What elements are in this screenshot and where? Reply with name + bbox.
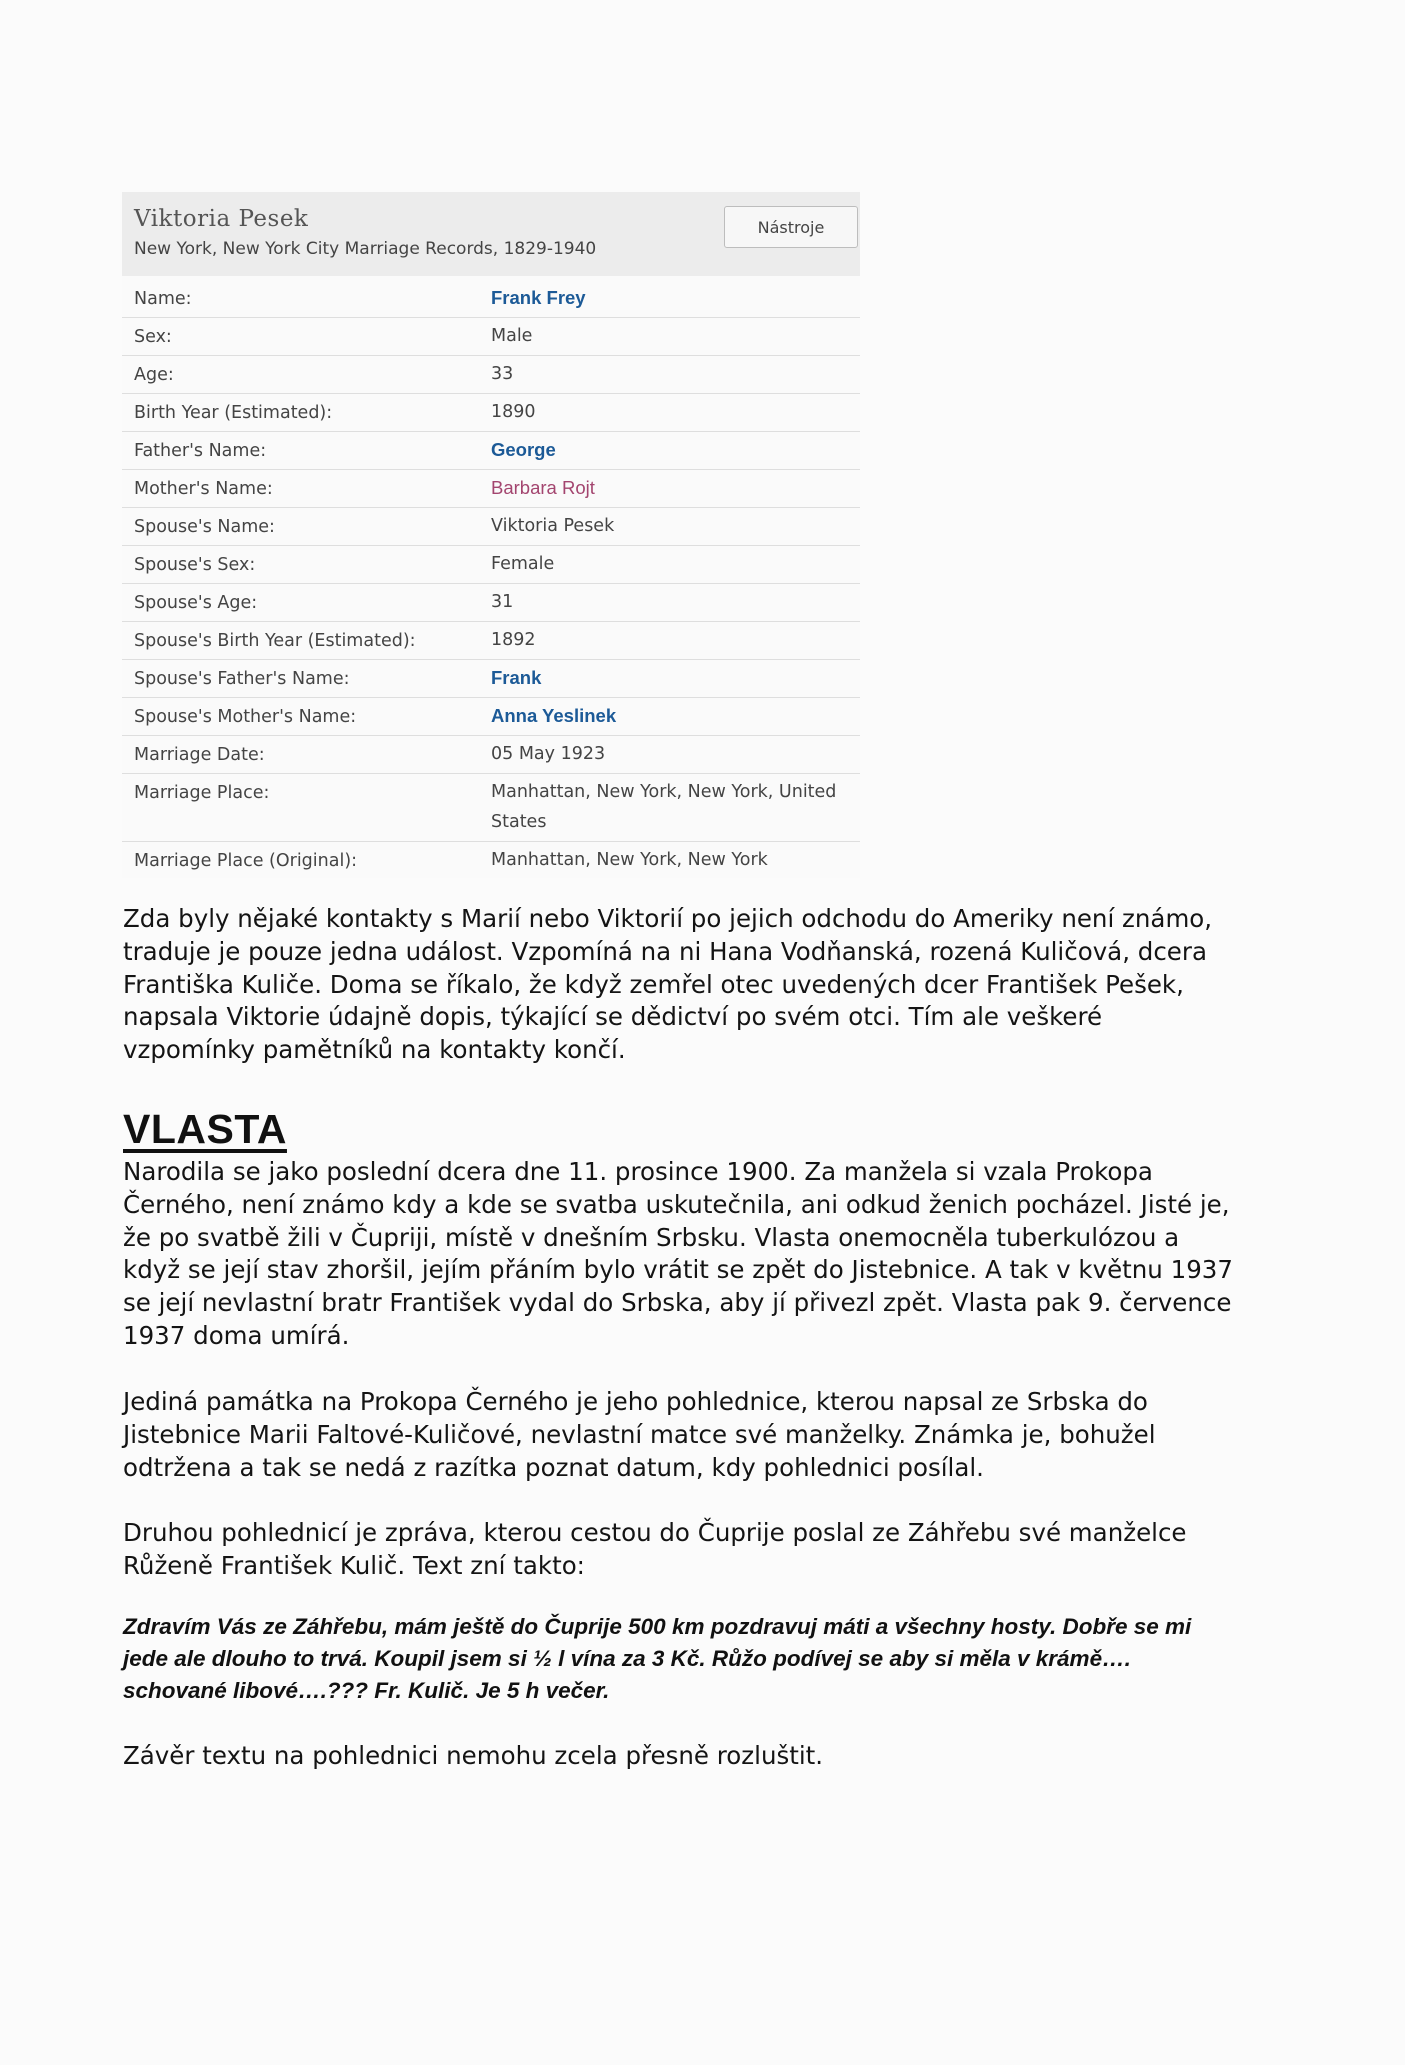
second-postcard-paragraph: Druhou pohlednicí je zpráva, kterou cestou do Čuprije poslal ze Záhřebu své manželce Růženě František Kulič. Text zní takto:: [123, 1518, 1187, 1580]
table-row: [122, 432, 860, 470]
vlasta-paragraph: Narodila se jako poslední dcera dne 11. prosince 1900. Za manžela si vzala Prokopa Černého, není známo kdy a kde se svatba uskutečnila, ani odkud ženich pocházel. Jisté je, že po svatbě žili v Čupriji, místě v dnešním Srbsku. Vlasta onemocněla tuberkulózou a když se její stav zhoršil, jejím přáním bylo vrátit se zpět do Jistebnice. A tak v květnu 1937 se její nevlastní bratr František vydal do Srbska, aby jí přivezl zpět. Vlasta pak 9. července 1937 doma umírá.: [123, 1157, 1233, 1350]
row-label: Name:: [134, 289, 192, 309]
table-row: [122, 584, 860, 622]
memento-paragraph: Jediná památka na Prokopa Černého je jeho pohlednice, kterou napsal ze Srbska do Jistebnice Marii Faltové-Kuličové, nevlastní matce své manželky. Známka je, bohužel odtržena a tak se nedá z razítka poznat datum, kdy pohlednici posílal.: [123, 1387, 1156, 1482]
section-heading: VLASTA: [123, 1106, 287, 1152]
row-label: Marriage Date:: [134, 745, 265, 765]
intro-paragraph: Zda byly nějaké kontakty s Marií nebo Viktorií po jejich odchodu do Ameriky není známo, traduje je pouze jedna událost. Vzpomíná na ni Hana Vodňanská, rozená Kuličová, dcera Františka Kuliče. Doma se říkalo, že když zemřel otec uvedených dcer František Pešek, napsala Viktorie údajně dopis, týkající se dědictví po svém otci. Tím ale veškeré vzpomínky pamětníků na kontakty končí.: [123, 904, 1213, 1065]
row-label: Spouse's Name:: [134, 517, 275, 537]
table-row: [122, 546, 860, 584]
row-label: Spouse's Age:: [134, 593, 258, 613]
row-value: 33: [491, 364, 514, 384]
mother-name-link[interactable]: Barbara Rojt: [491, 477, 595, 498]
spouse-father-link[interactable]: Frank: [491, 667, 542, 688]
row-value: Female: [491, 554, 555, 574]
row-label: Spouse's Mother's Name:: [134, 707, 357, 727]
row-label: Mother's Name:: [134, 479, 273, 499]
row-value: Viktoria Pesek: [491, 516, 615, 536]
record-header: [122, 192, 860, 276]
row-label: Marriage Place:: [134, 783, 270, 803]
row-value: Manhattan, New York, New York: [491, 850, 768, 870]
tools-button[interactable]: Nástroje: [724, 206, 858, 248]
name-link[interactable]: Frank Frey: [491, 287, 586, 308]
table-row: [122, 842, 860, 880]
table-row: [122, 508, 860, 546]
row-value: Manhattan, New York, New York, United States: [491, 782, 837, 832]
row-value: 1890: [491, 402, 536, 422]
postcard-quote: Zdravím Vás ze Záhřebu, mám ještě do Čuprije 500 km pozdravuj máti a všechny hosty. Dobře se mi jede ale dlouho to trvá. Koupil jsem si ½ l vína za 3 Kč. Růžo podívej se aby si měla v krámě…. schované libové….??? Fr. Kulič. Je 5 h večer.: [123, 1614, 1192, 1703]
father-name-link[interactable]: George: [491, 439, 556, 460]
row-label: Father's Name:: [134, 441, 267, 461]
row-label: Spouse's Father's Name:: [134, 669, 350, 689]
table-row: [122, 660, 860, 698]
table-row: [122, 280, 860, 318]
marriage-record-card: [122, 192, 860, 878]
table-row: [122, 318, 860, 356]
spouse-mother-link[interactable]: Anna Yeslinek: [491, 705, 617, 726]
row-label: Spouse's Birth Year (Estimated):: [134, 631, 416, 651]
table-row: [122, 622, 860, 660]
row-value: Male: [491, 326, 533, 346]
table-row: [122, 356, 860, 394]
table-row: [122, 736, 860, 774]
row-value: 05 May 1923: [491, 744, 606, 764]
row-label: Age:: [134, 365, 174, 385]
row-label: Spouse's Sex:: [134, 555, 256, 575]
table-row: [122, 698, 860, 736]
closing-paragraph: Závěr textu na pohlednici nemohu zcela přesně rozluštit.: [123, 1741, 824, 1770]
table-row: [122, 394, 860, 432]
row-label: Marriage Place (Original):: [134, 851, 358, 871]
row-label: Birth Year (Estimated):: [134, 403, 333, 423]
table-row: [122, 774, 860, 842]
row-value: 31: [491, 592, 514, 612]
record-table: [122, 280, 860, 880]
record-person-name: Viktoria Pesek: [134, 206, 309, 232]
record-collection-title: New York, New York City Marriage Records, 1829-1940: [134, 239, 597, 259]
row-label: Sex:: [134, 327, 172, 347]
table-row: [122, 470, 860, 508]
row-value: 1892: [491, 630, 536, 650]
